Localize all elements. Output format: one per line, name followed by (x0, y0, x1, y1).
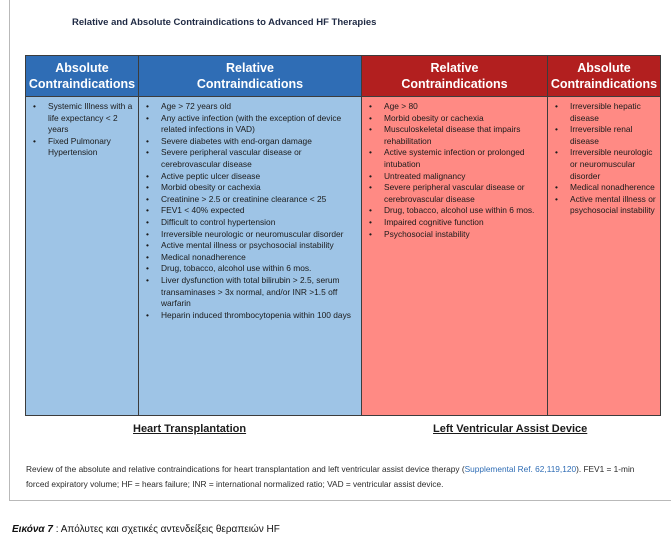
column-header (362, 56, 547, 97)
list-item: • Drug, tobacco, alcohol use within 6 mos. (368, 205, 543, 217)
list-item: • Active mental illness or psychosocial instability (145, 240, 357, 252)
caption-text-end: ). FEV1 = 1-min forced expiratory volume; HF = hears failure; INR = international normalized ratio; VAD = ventricular assist device. (26, 464, 635, 489)
header-line1: Absolute (577, 61, 631, 75)
list-item: • Irreversible neurologic or neuromuscular disorder (145, 229, 357, 241)
reference-link[interactable]: Supplemental Ref. 62,119,120 (464, 464, 577, 474)
figure-description: : Απόλυτες και σχετικές αντενδείξεις θεραπειών HF (52, 524, 280, 535)
figure-number: Εικόνα 7 (12, 524, 53, 535)
contraindication-list (139, 97, 361, 321)
column-header (26, 56, 138, 97)
header-line1: Relative (430, 61, 479, 75)
list-item: • Fixed Pulmonary Hypertension (32, 136, 134, 159)
list-item: • Untreated malignancy (368, 171, 543, 183)
lvad-relative-column (362, 55, 548, 416)
list-item: • Musculoskeletal disease that impairs rehabilitation (368, 124, 543, 147)
contraindication-list (548, 97, 660, 217)
list-item: • Irreversible renal disease (554, 124, 656, 147)
list-item: • Psychosocial instability (368, 229, 543, 241)
list-item: • Any active infection (with the exception of device related infections in VAD) (145, 113, 357, 136)
list-item: • Medical nonadherence (554, 182, 656, 194)
htx-relative-column (139, 55, 362, 416)
heart-transplantation-label: Heart Transplantation (133, 423, 247, 435)
contraindication-list (362, 97, 547, 240)
list-item: • Age > 72 years old (145, 101, 357, 113)
list-item: • Age > 80 (368, 101, 543, 113)
header-line1: Absolute (55, 61, 109, 75)
list-item: • Liver dysfunction with total bilirubin > 2.5, serum transaminases > 3x normal, and/or INR >1.5 off warfarin (145, 275, 357, 310)
list-item: • Irreversible hepatic disease (554, 101, 656, 124)
header-line2: Contraindications (196, 77, 304, 91)
column-header (139, 56, 361, 97)
list-item: • Drug, tobacco, alcohol use within 6 mos. (145, 263, 357, 275)
htx-absolute-column (25, 55, 139, 416)
list-item: • Active mental illness or psychosocial instability (554, 194, 656, 217)
contraindications-table (25, 55, 661, 416)
header-line2: Contraindications (401, 77, 508, 91)
caption-text: Review of the absolute and relative contraindications for heart transplantation and left ventricular assist device therapy ( (26, 464, 465, 474)
list-item: • Impaired cognitive function (368, 217, 543, 229)
contraindication-list (26, 97, 138, 159)
header-line1: Relative (226, 61, 274, 75)
list-item: • Morbid obesity or cachexia (368, 113, 543, 125)
list-item: • Morbid obesity or cachexia (145, 182, 357, 194)
header-line2: Contraindications (550, 77, 658, 91)
list-item: • Severe peripheral vascular disease or cerebrovascular disease (368, 182, 543, 205)
header-line2: Contraindications (28, 77, 136, 91)
list-item: • Heparin induced thrombocytopenia within 100 days (145, 310, 357, 322)
list-item: • Severe diabetes with end-organ damage (145, 136, 357, 148)
list-item: • Systemic Illness with a life expectancy < 2 years (32, 101, 134, 136)
list-item: • Active peptic ulcer disease (145, 171, 357, 183)
lvad-label: Left Ventricular Assist Device (433, 423, 588, 435)
list-item: • Irreversible neurologic or neuromuscular disorder (554, 147, 656, 182)
list-item: • FEV1 < 40% expected (145, 205, 357, 217)
lvad-absolute-column (548, 55, 661, 416)
figure-title: Relative and Absolute Contraindications to Advanced HF Therapies (72, 17, 377, 28)
figure-caption (26, 462, 656, 492)
figure-label (12, 524, 280, 535)
list-item: • Difficult to control hypertension (145, 217, 357, 229)
list-item: • Severe peripheral vascular disease or cerebrovascular disease (145, 147, 357, 170)
list-item: • Creatinine > 2.5 or creatinine clearance < 25 (145, 194, 357, 206)
list-item: • Active systemic infection or prolonged intubation (368, 147, 543, 170)
list-item: • Medical nonadherence (145, 252, 357, 264)
column-header (548, 56, 660, 97)
